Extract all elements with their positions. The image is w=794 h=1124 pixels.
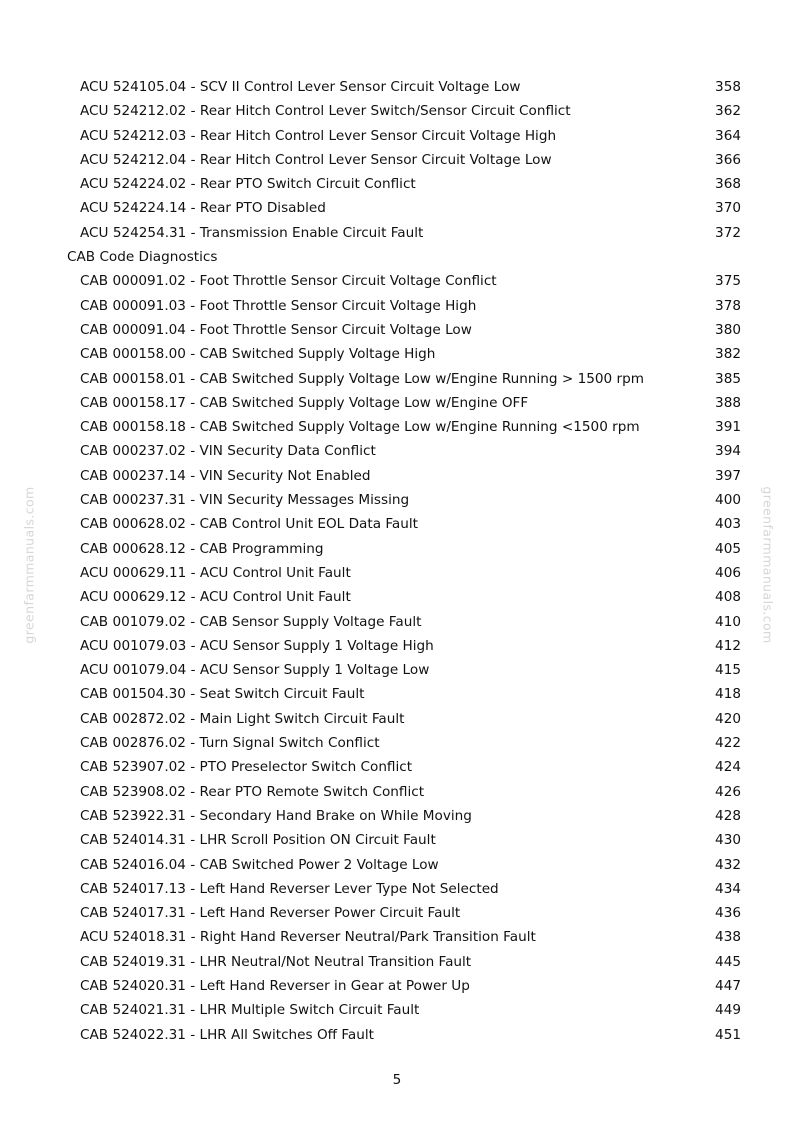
watermark-right: greenfarmmanuals.com (760, 486, 776, 644)
toc-entry-page-number: 364 (715, 127, 741, 144)
toc-entry-page-number: 447 (715, 977, 741, 994)
toc-entry[interactable] (0, 464, 794, 488)
toc-entry-title: CAB 000628.02 - CAB Control Unit EOL Data Fault (80, 516, 418, 533)
toc-entry[interactable] (0, 780, 794, 804)
toc-entry-page-number: 400 (715, 492, 741, 509)
toc-entry-title: CAB 524016.04 - CAB Switched Power 2 Voltage Low (80, 856, 439, 873)
toc-entry[interactable] (0, 877, 794, 901)
toc-entry-page-number: 424 (715, 759, 741, 776)
toc-entry[interactable] (0, 221, 794, 245)
toc-entry[interactable] (0, 610, 794, 634)
toc-entry-title: ACU 001079.03 - ACU Sensor Supply 1 Voltage High (80, 637, 434, 654)
toc-entry[interactable] (0, 124, 794, 148)
toc-entry-title: ACU 524212.02 - Rear Hitch Control Lever Switch/Sensor Circuit Conflict (80, 103, 571, 120)
toc-entry[interactable] (0, 901, 794, 925)
toc-entry[interactable] (0, 828, 794, 852)
toc-entry-title: CAB 000158.18 - CAB Switched Supply Voltage Low w/Engine Running <1500 rpm (80, 419, 640, 436)
toc-entry-title: ACU 524212.03 - Rear Hitch Control Lever Sensor Circuit Voltage High (80, 127, 557, 144)
toc-entry[interactable] (0, 658, 794, 682)
toc-entry-title: CAB 000158.00 - CAB Switched Supply Voltage High (80, 346, 436, 363)
toc-entry-page-number: 415 (715, 662, 741, 679)
toc-entry-page-number: 362 (715, 103, 741, 120)
toc-entry[interactable] (0, 342, 794, 366)
toc-entry-page-number: 366 (715, 151, 741, 168)
toc-entry-page-number: 403 (715, 516, 741, 533)
toc-entry-title: CAB 523908.02 - Rear PTO Remote Switch Conflict (80, 783, 425, 800)
toc-entry[interactable] (0, 269, 794, 293)
toc-entry-page-number: 451 (715, 1026, 741, 1043)
toc-entry-title: ACU 001079.04 - ACU Sensor Supply 1 Voltage Low (80, 662, 430, 679)
toc-entry[interactable] (0, 415, 794, 439)
toc-entry[interactable] (0, 974, 794, 998)
toc-entry-title: ACU 524224.14 - Rear PTO Disabled (80, 200, 326, 217)
toc-entry[interactable] (0, 804, 794, 828)
toc-entry[interactable] (0, 75, 794, 99)
toc-entry[interactable] (0, 731, 794, 755)
toc-entry[interactable] (0, 148, 794, 172)
toc-entry[interactable] (0, 318, 794, 342)
toc-entry-page-number: 436 (715, 905, 741, 922)
toc-entry-title: CAB 524017.31 - Left Hand Reverser Power Circuit Fault (80, 905, 461, 922)
toc-entry-title: CAB 524019.31 - LHR Neutral/Not Neutral Transition Fault (80, 953, 472, 970)
toc-entry-title: CAB 000091.02 - Foot Throttle Sensor Circuit Voltage Conflict (80, 273, 497, 290)
toc-entry-title: CAB 523907.02 - PTO Preselector Switch Conflict (80, 759, 413, 776)
toc-entry-page-number: 368 (715, 176, 741, 193)
toc-entry-page-number: 370 (715, 200, 741, 217)
toc-entry[interactable] (0, 585, 794, 609)
toc-entry[interactable] (0, 367, 794, 391)
toc-entry-title: CAB 001504.30 - Seat Switch Circuit Fault (80, 686, 365, 703)
toc-entry-page-number: 405 (715, 540, 741, 557)
toc-entry-title: CAB 000091.04 - Foot Throttle Sensor Circuit Voltage Low (80, 321, 472, 338)
toc-entry[interactable] (0, 512, 794, 536)
page-number: 5 (392, 1072, 402, 1088)
toc-entry[interactable] (0, 439, 794, 463)
toc-entry-page-number: 422 (715, 735, 741, 752)
toc-entry[interactable] (0, 853, 794, 877)
toc-entry[interactable] (0, 950, 794, 974)
toc-entry[interactable] (0, 172, 794, 196)
toc-entry-page-number: 430 (715, 832, 741, 849)
toc-entry-page-number: 445 (715, 953, 741, 970)
toc-entry-title: CAB 002876.02 - Turn Signal Switch Conflict (80, 735, 380, 752)
toc-entry-page-number: 380 (715, 321, 741, 338)
toc-entry[interactable] (0, 99, 794, 123)
toc-entry-title: CAB 524020.31 - Left Hand Reverser in Gear at Power Up (80, 977, 470, 994)
toc-entry-page-number: 394 (715, 443, 741, 460)
toc-entry-page-number: 391 (715, 419, 741, 436)
toc-entry-title: ACU 524254.31 - Transmission Enable Circuit Fault (80, 224, 424, 241)
toc-entry-page-number: 412 (715, 637, 741, 654)
toc-entry[interactable] (0, 488, 794, 512)
toc-entry[interactable] (0, 537, 794, 561)
toc-entry-page-number: 428 (715, 807, 741, 824)
toc-entry-page-number: 378 (715, 297, 741, 314)
section-title: CAB Code Diagnostics (67, 249, 218, 266)
toc-entry-title: ACU 000629.12 - ACU Control Unit Fault (80, 589, 351, 606)
toc-entry-page-number: 426 (715, 783, 741, 800)
toc-entry-title: CAB 000237.02 - VIN Security Data Conflict (80, 443, 376, 460)
toc-entry[interactable] (0, 634, 794, 658)
toc-entry-page-number: 397 (715, 467, 741, 484)
toc-entry[interactable] (0, 391, 794, 415)
toc-entry-title: CAB 524022.31 - LHR All Switches Off Fault (80, 1026, 374, 1043)
toc-entry-title: ACU 524018.31 - Right Hand Reverser Neutral/Park Transition Fault (80, 929, 536, 946)
table-of-contents (0, 75, 794, 1047)
toc-section-heading (0, 245, 794, 269)
toc-entry[interactable] (0, 707, 794, 731)
toc-entry-title: CAB 000158.01 - CAB Switched Supply Voltage Low w/Engine Running > 1500 rpm (80, 370, 644, 387)
toc-entry-title: CAB 001079.02 - CAB Sensor Supply Voltage Fault (80, 613, 422, 630)
toc-entry-page-number: 385 (715, 370, 741, 387)
watermark-left: greenfarmmanuals.com (21, 486, 37, 644)
toc-entry-title: CAB 524014.31 - LHR Scroll Position ON Circuit Fault (80, 832, 436, 849)
toc-entry-page-number: 438 (715, 929, 741, 946)
toc-entry-title: CAB 000158.17 - CAB Switched Supply Voltage Low w/Engine OFF (80, 394, 529, 411)
toc-entry-title: CAB 524017.13 - Left Hand Reverser Lever Type Not Selected (80, 880, 499, 897)
toc-entry-page-number: 382 (715, 346, 741, 363)
toc-entry-title: ACU 524105.04 - SCV II Control Lever Sensor Circuit Voltage Low (80, 79, 521, 95)
toc-entry-title: CAB 000091.03 - Foot Throttle Sensor Circuit Voltage High (80, 297, 477, 314)
toc-entry-title: ACU 524212.04 - Rear Hitch Control Lever Sensor Circuit Voltage Low (80, 151, 552, 168)
toc-entry-page-number: 432 (715, 856, 741, 873)
toc-entry[interactable] (0, 755, 794, 779)
toc-entry-title: ACU 524224.02 - Rear PTO Switch Circuit Conflict (80, 176, 416, 193)
toc-entry[interactable] (0, 682, 794, 706)
toc-entry-page-number: 388 (715, 394, 741, 411)
toc-entry-page-number: 420 (715, 710, 741, 727)
toc-entry[interactable] (0, 1023, 794, 1047)
toc-entry-page-number: 406 (715, 564, 741, 581)
toc-entry-page-number: 418 (715, 686, 741, 703)
toc-entry-title: ACU 000629.11 - ACU Control Unit Fault (80, 564, 351, 581)
toc-entry-title: CAB 000628.12 - CAB Programming (80, 540, 324, 557)
toc-entry[interactable] (0, 561, 794, 585)
toc-entry-page-number: 375 (715, 273, 741, 290)
toc-entry-page-number: 449 (715, 1002, 741, 1019)
toc-entry-page-number: 372 (715, 224, 741, 241)
toc-entry-title: CAB 000237.14 - VIN Security Not Enabled (80, 467, 371, 484)
toc-entry-page-number: 410 (715, 613, 741, 630)
toc-entry-page-number: 358 (715, 79, 741, 95)
toc-entry[interactable] (0, 998, 794, 1022)
toc-entry-title: CAB 523922.31 - Secondary Hand Brake on While Moving (80, 807, 472, 824)
toc-entry[interactable] (0, 925, 794, 949)
toc-entry-page-number: 434 (715, 880, 741, 897)
toc-entry[interactable] (0, 196, 794, 220)
toc-entry-title: CAB 000237.31 - VIN Security Messages Missing (80, 492, 410, 509)
toc-entry[interactable] (0, 294, 794, 318)
toc-entry-title: CAB 002872.02 - Main Light Switch Circuit Fault (80, 710, 405, 727)
toc-entry-page-number: 408 (715, 589, 741, 606)
toc-entry-title: CAB 524021.31 - LHR Multiple Switch Circuit Fault (80, 1002, 420, 1019)
